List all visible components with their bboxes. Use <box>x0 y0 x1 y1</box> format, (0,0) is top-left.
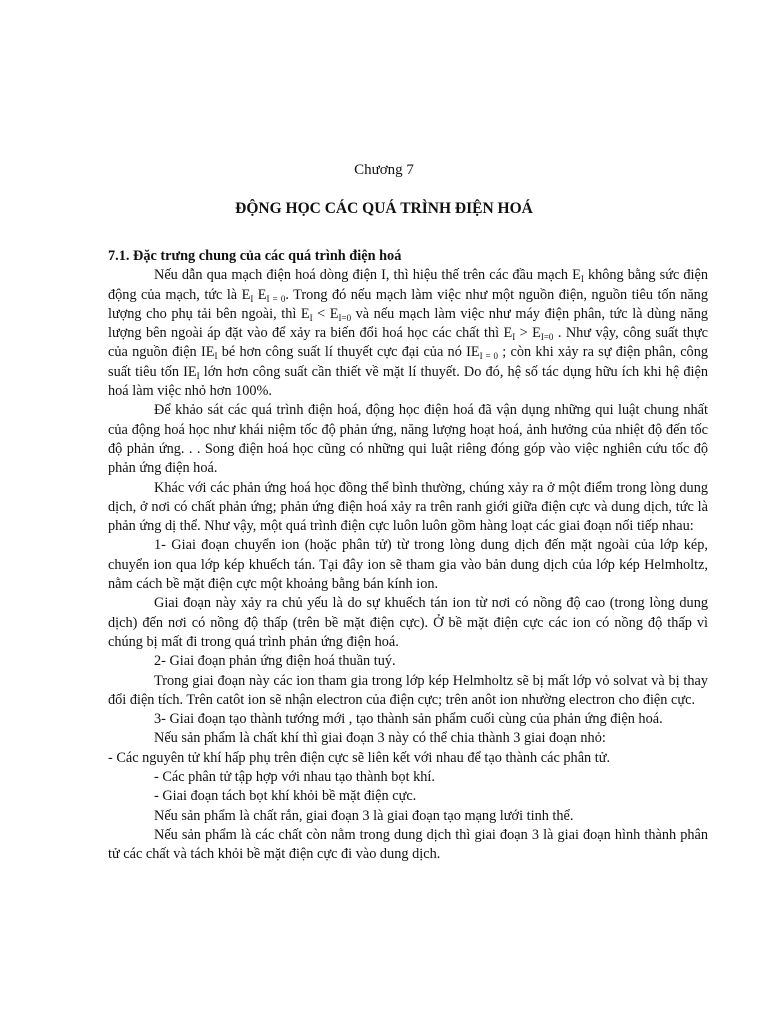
paragraph-9: Nếu sản phẩm là chất khí thì giai đoạn 3 này có thể chia thành 3 giai đoạn nhỏ: <box>154 730 606 747</box>
paragraph-12: - Giai đoạn tách bọt khí khỏi bề mặt điện cực. <box>154 788 417 805</box>
paragraph-10: - Các nguyên tử khí hấp phụ trên điện cực sẽ liên kết với nhau để tạo thành các phân tử. <box>108 749 611 766</box>
body-text <box>108 247 708 865</box>
paragraph-2: Để khảo sát các quá trình điện hoá, động học điện hoá đã vận dụng những qui luật chung nhất của động hoá học như khái niệm tốc độ phản ứng, năng lượng hoạt hoá, ảnh hưởng của nhiệt độ đến tốc độ phản ứng. . . Song điện hoá học cũng có những qui luật riêng đóng góp vào việc nghiên cứu tốc độ phản ứng điện hoá. <box>108 402 708 477</box>
paragraph-4: 1- Giai đoạn chuyển ion (hoặc phân tử) từ trong lòng dung dịch đến mặt ngoài của lớp kép, chuyển ion qua lớp kép khuếch tán. Tại đây ion sẽ tham gia vào bản dung dịch của lớp kép Helmholtz, nằm cách bề mặt điện cực một khoảng bằng bán kính ion. <box>108 537 708 593</box>
chapter-title: ĐỘNG HỌC CÁC QUÁ TRÌNH ĐIỆN HOÁ <box>235 200 533 217</box>
paragraph-7: Trong giai đoạn này các ion tham gia trong lớp kép Helmholtz sẽ bị mất lớp vỏ solvat và bị thay đổi điện tích. Trên catôt ion sẽ nhận electron của điện cực; trên anôt ion nhường electron cho điện cực. <box>108 672 708 708</box>
paragraph-3: Khác với các phản ứng hoá học đồng thể bình thường, chúng xảy ra ở một điểm trong lòng dung dịch, ở nơi có chất phản ứng; phản ứng điện hoá xảy ra trên ranh giới giữa điện cực và dung dịch, tức là phản ứng dị thể. Như vậy, một quá trình điện cực luôn luôn gồm hàng loạt các giai đoạn nối tiếp nhau: <box>108 479 708 535</box>
section-heading: 7.1. Đặc trưng chung của các quá trình điện hoá <box>108 248 402 264</box>
paragraph-6: 2- Giai đoạn phản ứng điện hoá thuần tuý. <box>154 653 396 670</box>
paragraph-14: Nếu sản phẩm là các chất còn nằm trong dung dịch thì giai đoạn 3 là giai đoạn hình thành phân tử các chất và tách khỏi bề mặt điện cực đi vào dung dịch. <box>108 826 708 863</box>
paragraph-11: - Các phân tử tập hợp với nhau tạo thành bọt khí. <box>154 769 435 786</box>
chapter-label: Chương 7 <box>354 162 414 178</box>
paragraph-8: 3- Giai đoạn tạo thành tướng mới , tạo thành sản phẩm cuối cùng của phản ứng điện hoá. <box>154 711 663 728</box>
paragraph-13: Nếu sản phẩm là chất rắn, giai đoạn 3 là giai đoạn tạo mạng lưới tinh thể. <box>154 807 574 824</box>
paragraph-1: Nếu dẫn qua mạch điện hoá dòng điện I, thì hiệu thế trên các đầu mạch $E_I$ không bằng sức điện động của mạch, tức là $E_I$ $E_{I = 0}$. Trong đó nếu mạch làm việc như một nguồn điện, nguồn tiêu tốn năng lượng cho phụ tải bên ngoài, thì $E_I < E_{I=0}$ và nếu mạch làm việc như máy điện phân, tức là dùng năng lượng bên ngoài áp đặt vào để xảy ra biến đổi hoá học các chất thì $E_I > E_{I=0}$ . Như vậy, công suất thực của nguồn điện $IE_I$ bé hơn công suất lí thuyết cực đại của nó $IE_{I = 0}$ ; còn khi xảy ra sự điện phân, công suất tiêu tốn $IE_I$ lớn hơn công suất cần thiết về mặt lí thuyết. Do đó, hệ số tác dụng hữu ích khi hệ điện hoá làm việc nhỏ hơn 100%. <box>108 267 709 400</box>
paragraph-5: Giai đoạn này xảy ra chủ yếu là do sự khuếch tán ion từ nơi có nồng độ cao (trong lòng dung dịch) đến nơi có nồng độ thấp (trên bề mặt điện cực). Ở bề mặt điện cực các ion có nồng độ thấp vì chúng bị mất đi trong quá trình phản ứng điện hoá. <box>108 595 708 650</box>
